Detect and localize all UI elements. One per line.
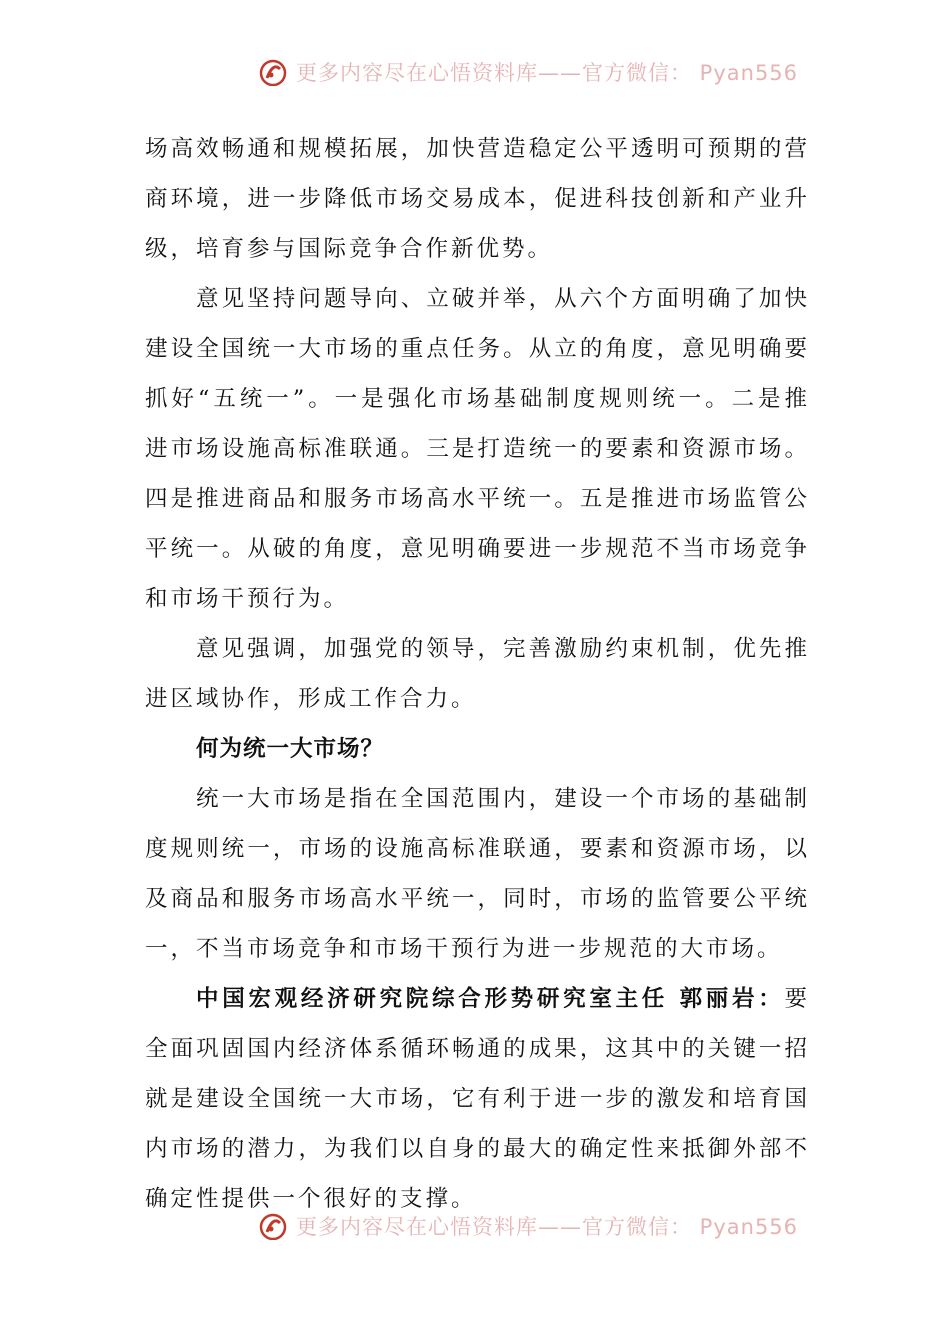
watermark-text: 更多内容尽在心悟资料库——官方微信： Pyan556 — [296, 1215, 799, 1239]
speaker-name: 中国宏观经济研究院综合形势研究室主任 郭丽岩： — [196, 986, 785, 1012]
watermark-text: 更多内容尽在心悟资料库——官方微信： Pyan556 — [296, 61, 799, 85]
watermark-header — [0, 46, 950, 86]
paragraph-2: 意见坚持问题导向、立破并举，从六个方面明确了加快建设全国统一大市场的重点任务。从立的角度，意见明确要抓好“五统一”。一是强化市场基础制度规则统一。二是推进市场设施高标准联通。三是打造统一的要素和资源市场。四是推进商品和服务市场高水平统一。五是推进市场监管公平统一。从破的角度，意见明确要进一步规范不当市场竞争和市场干预行为。 — [145, 286, 810, 612]
section-heading: 何为统一大市场？ — [196, 736, 385, 762]
paragraph-1: 场高效畅通和规模拓展，加快营造稳定公平透明可预期的营商环境，进一步降低市场交易成本，促进科技创新和产业升级，培育参与国际竞争合作新优势。 — [145, 136, 810, 262]
paragraph-5 — [145, 974, 810, 1224]
paragraph-3: 意见强调，加强党的领导，完善激励约束机制，优先推进区域协作，形成工作合力。 — [145, 636, 810, 712]
watermark-logo-icon — [258, 1212, 288, 1240]
speaker-quote: 要全面巩固国内经济体系循环畅通的成果，这其中的关键一招就是建设全国统一大市场，它有利于进一步的激发和培育国内市场的潜力，为我们以自身的最大的确定性来抵御外部不确定性提供一个很好的支撑。 — [145, 986, 810, 1212]
document-body — [145, 124, 810, 1224]
watermark-footer — [0, 1200, 950, 1240]
paragraph-4: 统一大市场是指在全国范围内，建设一个市场的基础制度规则统一，市场的设施高标准联通，要素和资源市场，以及商品和服务市场高水平统一，同时，市场的监管要公平统一，不当市场竞争和市场干预行为进一步规范的大市场。 — [145, 786, 810, 962]
watermark-logo-icon — [258, 58, 288, 86]
